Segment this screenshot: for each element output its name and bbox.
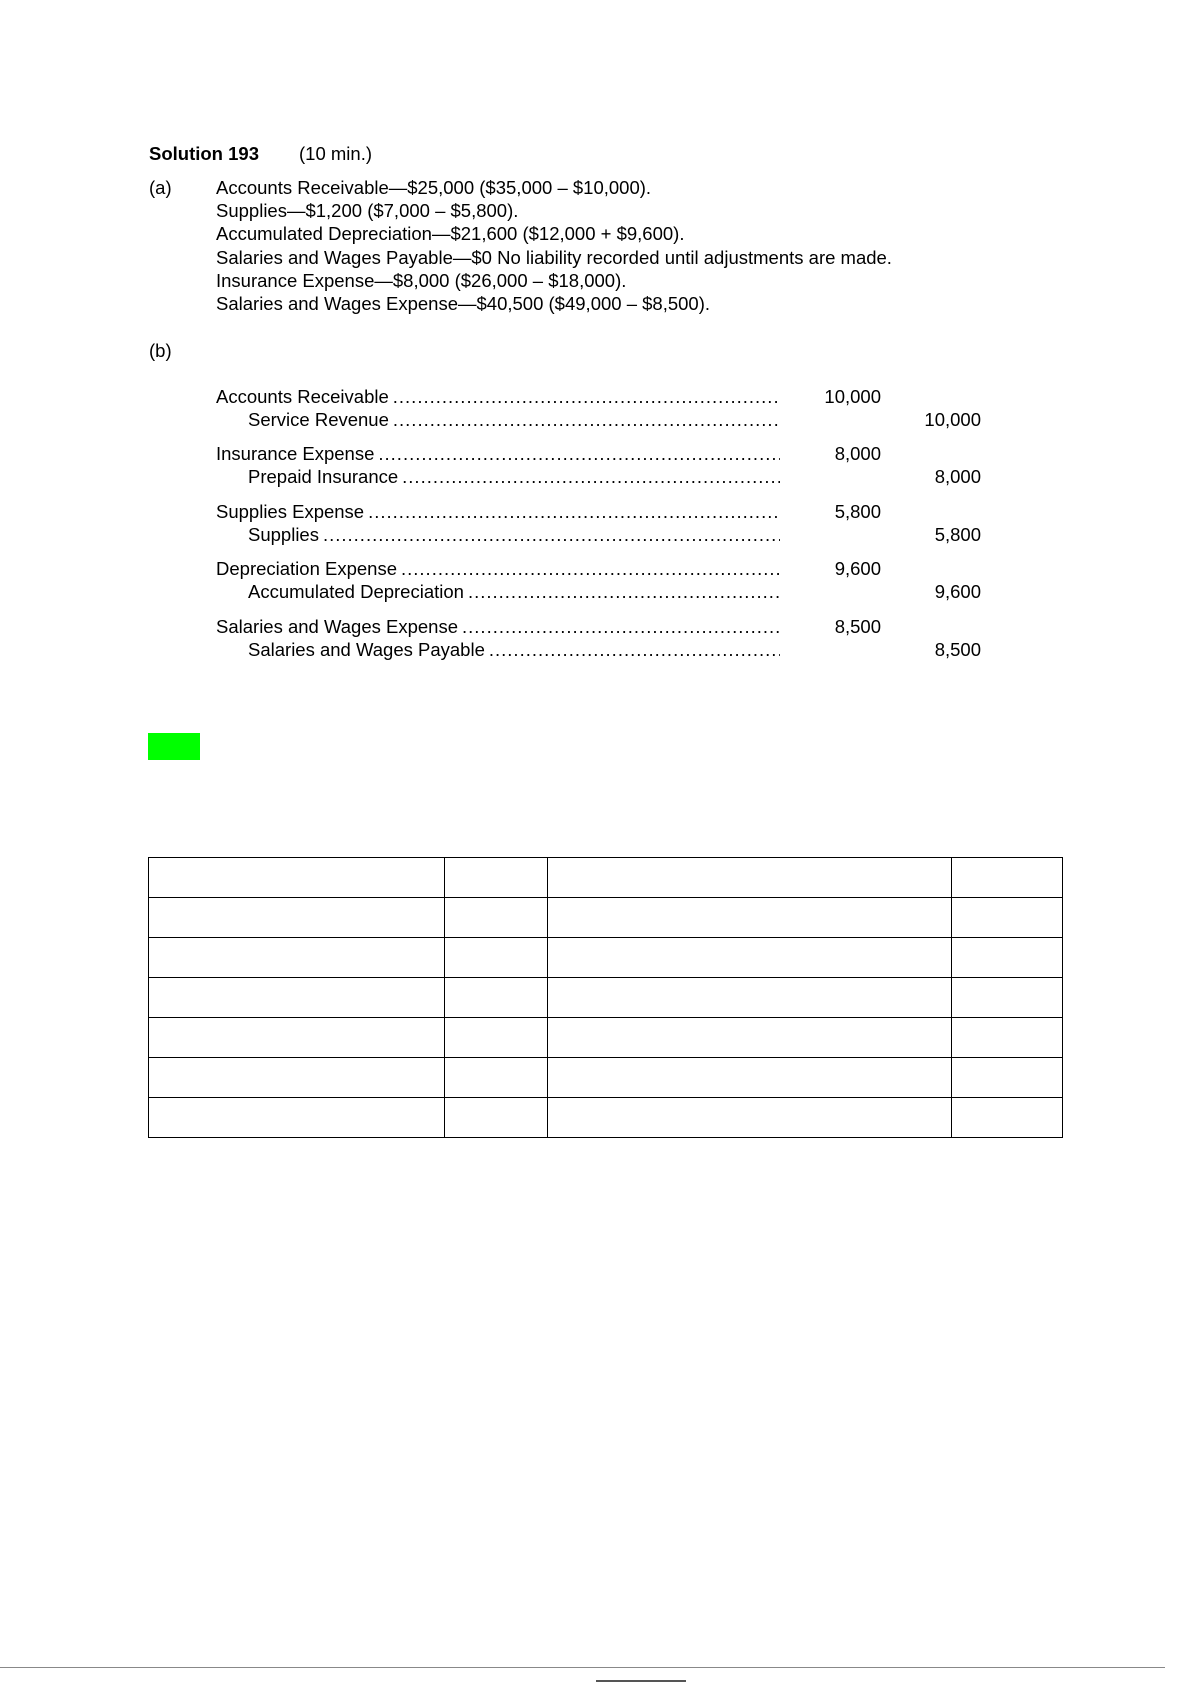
credit-amount: 10,000 [924, 409, 981, 430]
table-row [149, 1058, 1063, 1098]
table-cell[interactable] [952, 858, 1063, 898]
dot-leader [368, 500, 780, 523]
table-cell[interactable] [952, 938, 1063, 978]
debit-amount: 5,800 [834, 501, 881, 522]
journal-debit-line [216, 557, 780, 580]
highlight-marker [148, 733, 200, 760]
table-cell[interactable] [952, 1018, 1063, 1058]
credit-amount: 8,500 [934, 639, 981, 660]
dot-leader [489, 638, 780, 661]
debit-amount: 8,500 [834, 616, 881, 637]
table-row [149, 1098, 1063, 1138]
table-cell[interactable] [149, 1058, 445, 1098]
dot-leader [468, 580, 780, 603]
page-footer-mark [596, 1680, 686, 1682]
table-cell[interactable] [149, 1018, 445, 1058]
part-b-label: (b) [149, 340, 172, 361]
journal-credit-line [248, 465, 780, 488]
dot-leader [402, 465, 780, 488]
part-a-line: Accumulated Depreciation—$21,600 ($12,000 + $9,600). [216, 223, 685, 244]
debit-account: Depreciation Expense [216, 558, 397, 579]
journal-debit-line [216, 500, 780, 523]
table-cell[interactable] [547, 938, 952, 978]
table-cell[interactable] [444, 898, 547, 938]
part-a-line: Insurance Expense—$8,000 ($26,000 – $18,000). [216, 270, 627, 291]
part-a-line: Salaries and Wages Payable—$0 No liability recorded until adjustments are made. [216, 247, 892, 268]
part-a-line: Accounts Receivable—$25,000 ($35,000 – $10,000). [216, 177, 652, 198]
debit-account: Accounts Receivable [216, 386, 389, 407]
debit-account: Salaries and Wages Expense [216, 616, 459, 637]
table-cell[interactable] [444, 1018, 547, 1058]
table-row [149, 1018, 1063, 1058]
table-cell[interactable] [444, 978, 547, 1018]
table-cell[interactable] [149, 1098, 445, 1138]
page-footer-rule [0, 1667, 1165, 1668]
journal-credit-line [248, 523, 780, 546]
dot-leader [378, 442, 780, 465]
journal-debit-line [216, 442, 780, 465]
solution-duration: (10 min.) [299, 143, 372, 164]
table-cell[interactable] [149, 858, 445, 898]
debit-amount: 8,000 [834, 443, 881, 464]
journal-debit-line [216, 615, 780, 638]
solution-title: Solution 193 [149, 143, 259, 164]
debit-amount: 9,600 [834, 558, 881, 579]
table-cell[interactable] [149, 938, 445, 978]
table-cell[interactable] [547, 1058, 952, 1098]
credit-amount: 8,000 [934, 466, 981, 487]
table-cell[interactable] [149, 898, 445, 938]
table-cell[interactable] [952, 1098, 1063, 1138]
table-cell[interactable] [149, 978, 445, 1018]
credit-account: Salaries and Wages Payable [248, 639, 485, 660]
journal-credit-line [248, 638, 780, 661]
credit-amount: 9,600 [934, 581, 981, 602]
journal-debit-line [216, 385, 780, 408]
dot-leader [393, 408, 780, 431]
credit-account: Prepaid Insurance [248, 466, 399, 487]
dot-leader [323, 523, 780, 546]
credit-amount: 5,800 [934, 524, 981, 545]
credit-account: Accumulated Depreciation [248, 581, 464, 602]
table-row [149, 898, 1063, 938]
table-cell[interactable] [444, 1058, 547, 1098]
table-cell[interactable] [952, 898, 1063, 938]
debit-amount: 10,000 [824, 386, 881, 407]
table-cell[interactable] [444, 1098, 547, 1138]
debit-account: Insurance Expense [216, 443, 375, 464]
blank-answer-table [148, 857, 1063, 1138]
table-cell[interactable] [444, 938, 547, 978]
dot-leader [393, 385, 780, 408]
table-cell[interactable] [547, 898, 952, 938]
dot-leader [462, 615, 780, 638]
table-cell[interactable] [444, 858, 547, 898]
part-a-line: Supplies—$1,200 ($7,000 – $5,800). [216, 200, 519, 221]
dot-leader [401, 557, 780, 580]
table-row [149, 858, 1063, 898]
table-cell[interactable] [547, 858, 952, 898]
table-row [149, 938, 1063, 978]
part-a-label: (a) [149, 177, 172, 198]
table-cell[interactable] [547, 1098, 952, 1138]
journal-credit-line [248, 580, 780, 603]
table-cell[interactable] [547, 978, 952, 1018]
part-a-line: Salaries and Wages Expense—$40,500 ($49,000 – $8,500). [216, 293, 711, 314]
table-cell[interactable] [952, 1058, 1063, 1098]
credit-account: Supplies [248, 524, 319, 545]
journal-credit-line [248, 408, 780, 431]
debit-account: Supplies Expense [216, 501, 365, 522]
table-cell[interactable] [547, 1018, 952, 1058]
table-cell[interactable] [952, 978, 1063, 1018]
table-row [149, 978, 1063, 1018]
credit-account: Service Revenue [248, 409, 389, 430]
